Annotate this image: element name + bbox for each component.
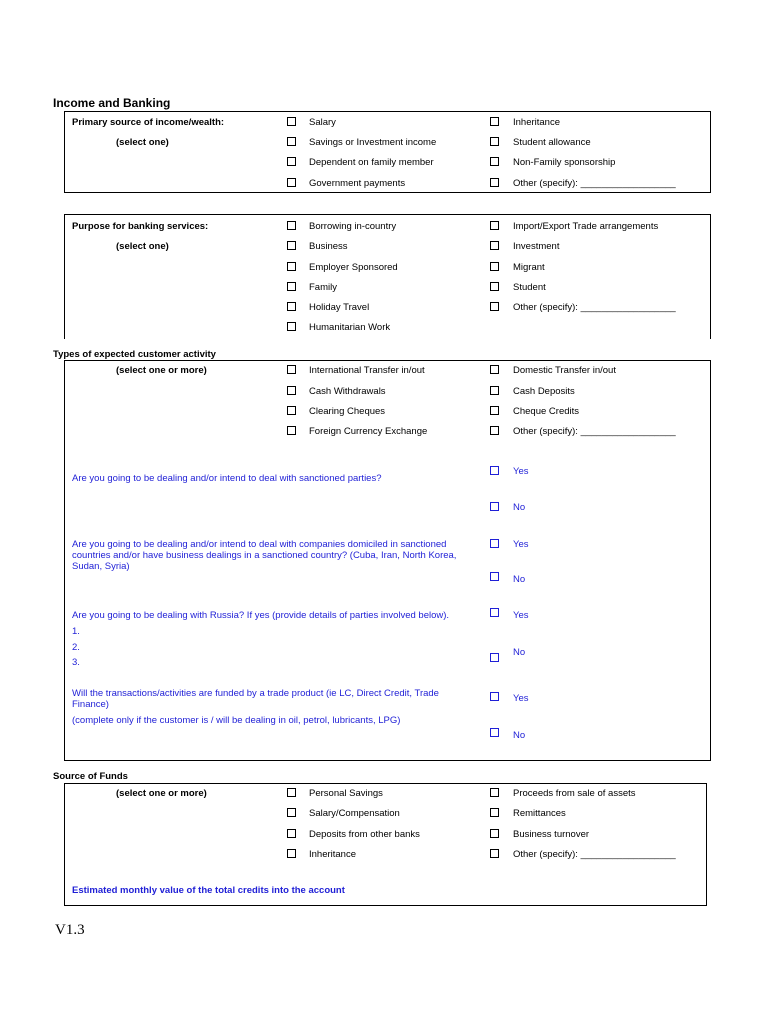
- income-select-note: (select one): [116, 137, 169, 148]
- purpose-box: [64, 214, 711, 339]
- option-label: Cash Withdrawals: [309, 386, 386, 397]
- checkbox-other-activity[interactable]: [490, 426, 499, 435]
- checkbox-non-family[interactable]: [490, 157, 499, 166]
- q4-no-label: No: [513, 730, 526, 741]
- checkbox-salary-compensation[interactable]: [287, 808, 296, 817]
- checkbox-funds-inheritance[interactable]: [287, 849, 296, 858]
- checkbox-q3-no[interactable]: [490, 653, 499, 662]
- option-label: Cheque Credits: [513, 406, 580, 417]
- question-sanctioned-parties: Are you going to be dealing and/or intend to deal with sanctioned parties?: [72, 473, 382, 484]
- option-label: Inheritance: [309, 849, 357, 860]
- option-label: Personal Savings: [309, 788, 383, 799]
- option-label: International Transfer in/out: [309, 365, 425, 376]
- checkbox-salary[interactable]: [287, 117, 296, 126]
- activity-select-note: (select one or more): [116, 365, 207, 376]
- funds-section-title: Source of Funds: [53, 771, 128, 782]
- option-label: Business: [309, 241, 348, 252]
- option-label: Cash Deposits: [513, 386, 575, 397]
- checkbox-cash-withdrawals[interactable]: [287, 386, 296, 395]
- option-label: Foreign Currency Exchange: [309, 426, 428, 437]
- checkbox-other-income[interactable]: [490, 178, 499, 187]
- option-label: Employer Sponsored: [309, 262, 398, 273]
- checkbox-business-turnover[interactable]: [490, 829, 499, 838]
- option-label: Deposits from other banks: [309, 829, 420, 840]
- checkbox-other-purpose[interactable]: [490, 302, 499, 311]
- option-label: Business turnover: [513, 829, 590, 840]
- checkbox-other-funds[interactable]: [490, 849, 499, 858]
- checkbox-q1-yes[interactable]: [490, 466, 499, 475]
- option-label: Other (specify): __________________: [513, 302, 676, 313]
- option-label: Other (specify): __________________: [513, 178, 676, 189]
- option-label: Domestic Transfer in/out: [513, 365, 616, 376]
- checkbox-dependent[interactable]: [287, 157, 296, 166]
- option-label: Salary: [309, 117, 336, 128]
- checkbox-family[interactable]: [287, 282, 296, 291]
- option-label: Salary/Compensation: [309, 808, 400, 819]
- checkbox-holiday-travel[interactable]: [287, 302, 296, 311]
- checkbox-foreign-currency[interactable]: [287, 426, 296, 435]
- checkbox-cheque-credits[interactable]: [490, 406, 499, 415]
- question-trade-product-note: (complete only if the customer is / will be dealing in oil, petrol, lubricants, LPG): [72, 715, 401, 726]
- activity-section-title: Types of expected customer activity: [53, 349, 216, 360]
- checkbox-inheritance[interactable]: [490, 117, 499, 126]
- option-label: Savings or Investment income: [309, 137, 437, 148]
- checkbox-clearing-cheques[interactable]: [287, 406, 296, 415]
- checkbox-employer-sponsored[interactable]: [287, 262, 296, 271]
- option-label: Dependent on family member: [309, 157, 434, 168]
- checkbox-student[interactable]: [490, 282, 499, 291]
- checkbox-q4-yes[interactable]: [490, 692, 499, 701]
- option-label: Holiday Travel: [309, 302, 370, 313]
- q2-yes-label: Yes: [513, 539, 529, 550]
- q4-yes-label: Yes: [513, 693, 529, 704]
- option-label: Non-Family sponsorship: [513, 157, 616, 168]
- checkbox-migrant[interactable]: [490, 262, 499, 271]
- checkbox-deposits-other-banks[interactable]: [287, 829, 296, 838]
- purpose-label: Purpose for banking services:: [72, 221, 209, 232]
- option-label: Clearing Cheques: [309, 406, 386, 417]
- option-label: Inheritance: [513, 117, 561, 128]
- option-label: Investment: [513, 241, 560, 252]
- purpose-select-note: (select one): [116, 241, 169, 252]
- russia-detail-line-3: 3.: [72, 657, 80, 668]
- option-label: Remittances: [513, 808, 566, 819]
- checkbox-international-transfer[interactable]: [287, 365, 296, 374]
- checkbox-q4-no[interactable]: [490, 728, 499, 737]
- option-label: Import/Export Trade arrangements: [513, 221, 659, 232]
- estimated-monthly-credits-label: Estimated monthly value of the total credits into the account: [72, 885, 345, 896]
- checkbox-q3-yes[interactable]: [490, 608, 499, 617]
- q3-no-label: No: [513, 647, 526, 658]
- funds-select-note: (select one or more): [116, 788, 207, 799]
- version-label: V1.3: [55, 922, 85, 938]
- question-trade-product: Will the transactions/activities are funded by a trade product (ie LC, Direct Credit, Trade Finance): [72, 688, 439, 710]
- q3-yes-label: Yes: [513, 610, 529, 621]
- checkbox-student-allowance[interactable]: [490, 137, 499, 146]
- q1-yes-label: Yes: [513, 466, 529, 477]
- q1-no-label: No: [513, 502, 526, 513]
- checkbox-remittances[interactable]: [490, 808, 499, 817]
- income-section-title: Income and Banking: [53, 96, 171, 110]
- checkbox-investment[interactable]: [490, 241, 499, 250]
- option-label: Government payments: [309, 178, 406, 189]
- option-label: Borrowing in-country: [309, 221, 397, 232]
- question-sanctioned-countries: Are you going to be dealing and/or intend to deal with companies domiciled in sanctioned countries and/or have business dealings in a sanctioned country? (Cuba, Iran, North Korea, Sudan, Syria): [72, 539, 457, 572]
- checkbox-government[interactable]: [287, 178, 296, 187]
- checkbox-import-export[interactable]: [490, 221, 499, 230]
- checkbox-borrowing[interactable]: [287, 221, 296, 230]
- checkbox-q2-no[interactable]: [490, 572, 499, 581]
- q2-no-label: No: [513, 574, 526, 585]
- checkbox-business[interactable]: [287, 241, 296, 250]
- option-label: Humanitarian Work: [309, 322, 391, 333]
- checkbox-savings[interactable]: [287, 137, 296, 146]
- question-russia: Are you going to be dealing with Russia? If yes (provide details of parties involved below).: [72, 610, 450, 621]
- option-label: Other (specify): __________________: [513, 849, 676, 860]
- checkbox-domestic-transfer[interactable]: [490, 365, 499, 374]
- option-label: Other (specify): __________________: [513, 426, 676, 437]
- checkbox-q1-no[interactable]: [490, 502, 499, 511]
- option-label: Proceeds from sale of assets: [513, 788, 636, 799]
- checkbox-cash-deposits[interactable]: [490, 386, 499, 395]
- option-label: Family: [309, 282, 337, 293]
- income-label: Primary source of income/wealth:: [72, 117, 225, 128]
- russia-detail-line-2: 2.: [72, 642, 80, 653]
- russia-detail-line-1: 1.: [72, 626, 80, 637]
- option-label: Student allowance: [513, 137, 591, 148]
- checkbox-personal-savings[interactable]: [287, 788, 296, 797]
- checkbox-humanitarian[interactable]: [287, 322, 296, 331]
- option-label: Student: [513, 282, 546, 293]
- checkbox-q2-yes[interactable]: [490, 539, 499, 548]
- option-label: Migrant: [513, 262, 545, 273]
- checkbox-proceeds-sale[interactable]: [490, 788, 499, 797]
